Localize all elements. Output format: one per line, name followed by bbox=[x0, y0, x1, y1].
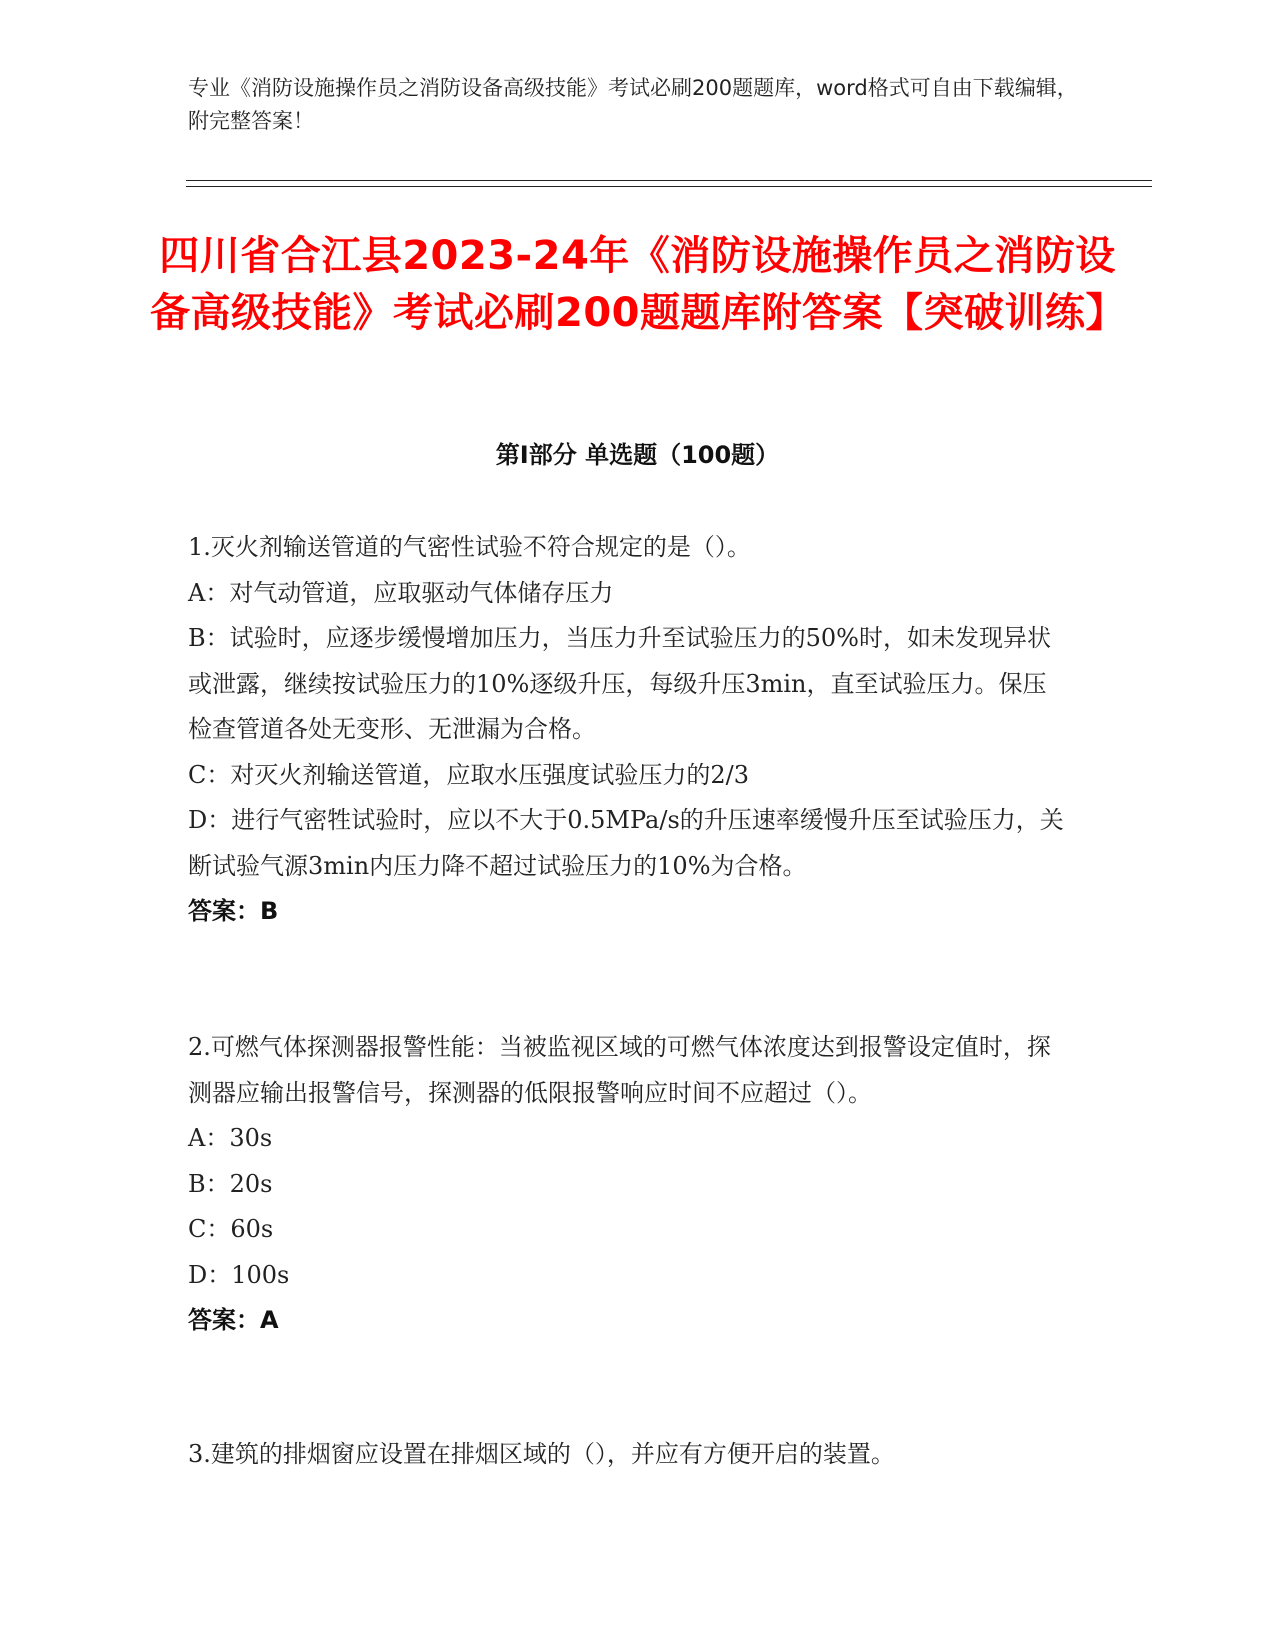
answer-line: 答案：B bbox=[188, 897, 279, 925]
option-b: B：20s bbox=[188, 1169, 273, 1198]
header-divider-top bbox=[186, 180, 1152, 181]
option-a: A：30s bbox=[188, 1124, 273, 1152]
document-title: 四川省合江县2023-24年《消防设施操作员之消防设备高级技能》考试必刷200题题库附答案【突破训练】 bbox=[150, 233, 1126, 336]
section-heading: 第I部分 单选题（100题） bbox=[495, 441, 780, 469]
option-b: B：试验时，应逐步缓慢增加压力，当压力升至试验压力的50%时，如未发现异状或泄露，继续按试验压力的10%逐级升压，每级升压3min，直至试验压力。保压检查管道各处无变形、无泄漏为合格。 bbox=[188, 624, 1051, 743]
question-stem: 1.灭火剂输送管道的气密性试验不符合规定的是（）。 bbox=[188, 533, 751, 561]
question-1 bbox=[188, 525, 1068, 935]
question-stem: 3.建筑的排烟窗应设置在排烟区域的（），并应有方便开启的装置。 bbox=[188, 1440, 895, 1468]
question-3 bbox=[188, 1432, 1068, 1478]
option-a: A：对气动管道，应取驱动气体储存压力 bbox=[188, 578, 614, 607]
header-divider-bottom bbox=[186, 186, 1152, 187]
answer-line: 答案：A bbox=[188, 1306, 279, 1334]
question-2 bbox=[188, 1025, 1068, 1344]
question-stem: 2.可燃气体探测器报警性能：当被监视区域的可燃气体浓度达到报警设定值时，探测器应输出报警信号，探测器的低限报警响应时间不应超过（）。 bbox=[188, 1033, 1051, 1107]
option-d: D：100s bbox=[188, 1260, 290, 1289]
option-c: C：对灭火剂输送管道，应取水压强度试验压力的2/3 bbox=[188, 760, 749, 789]
option-d: D：进行气密牲试验时，应以不大于0.5MPa/s的升压速率缓慢升压至试验压力，关断试验气源3min内压力降不超过试验压力的10%为合格。 bbox=[188, 806, 1064, 880]
option-c: C：60s bbox=[188, 1215, 274, 1243]
header-note: 专业《消防设施操作员之消防设备高级技能》考试必刷200题题库，word格式可自由下载编辑，附完整答案！ bbox=[188, 76, 1078, 133]
